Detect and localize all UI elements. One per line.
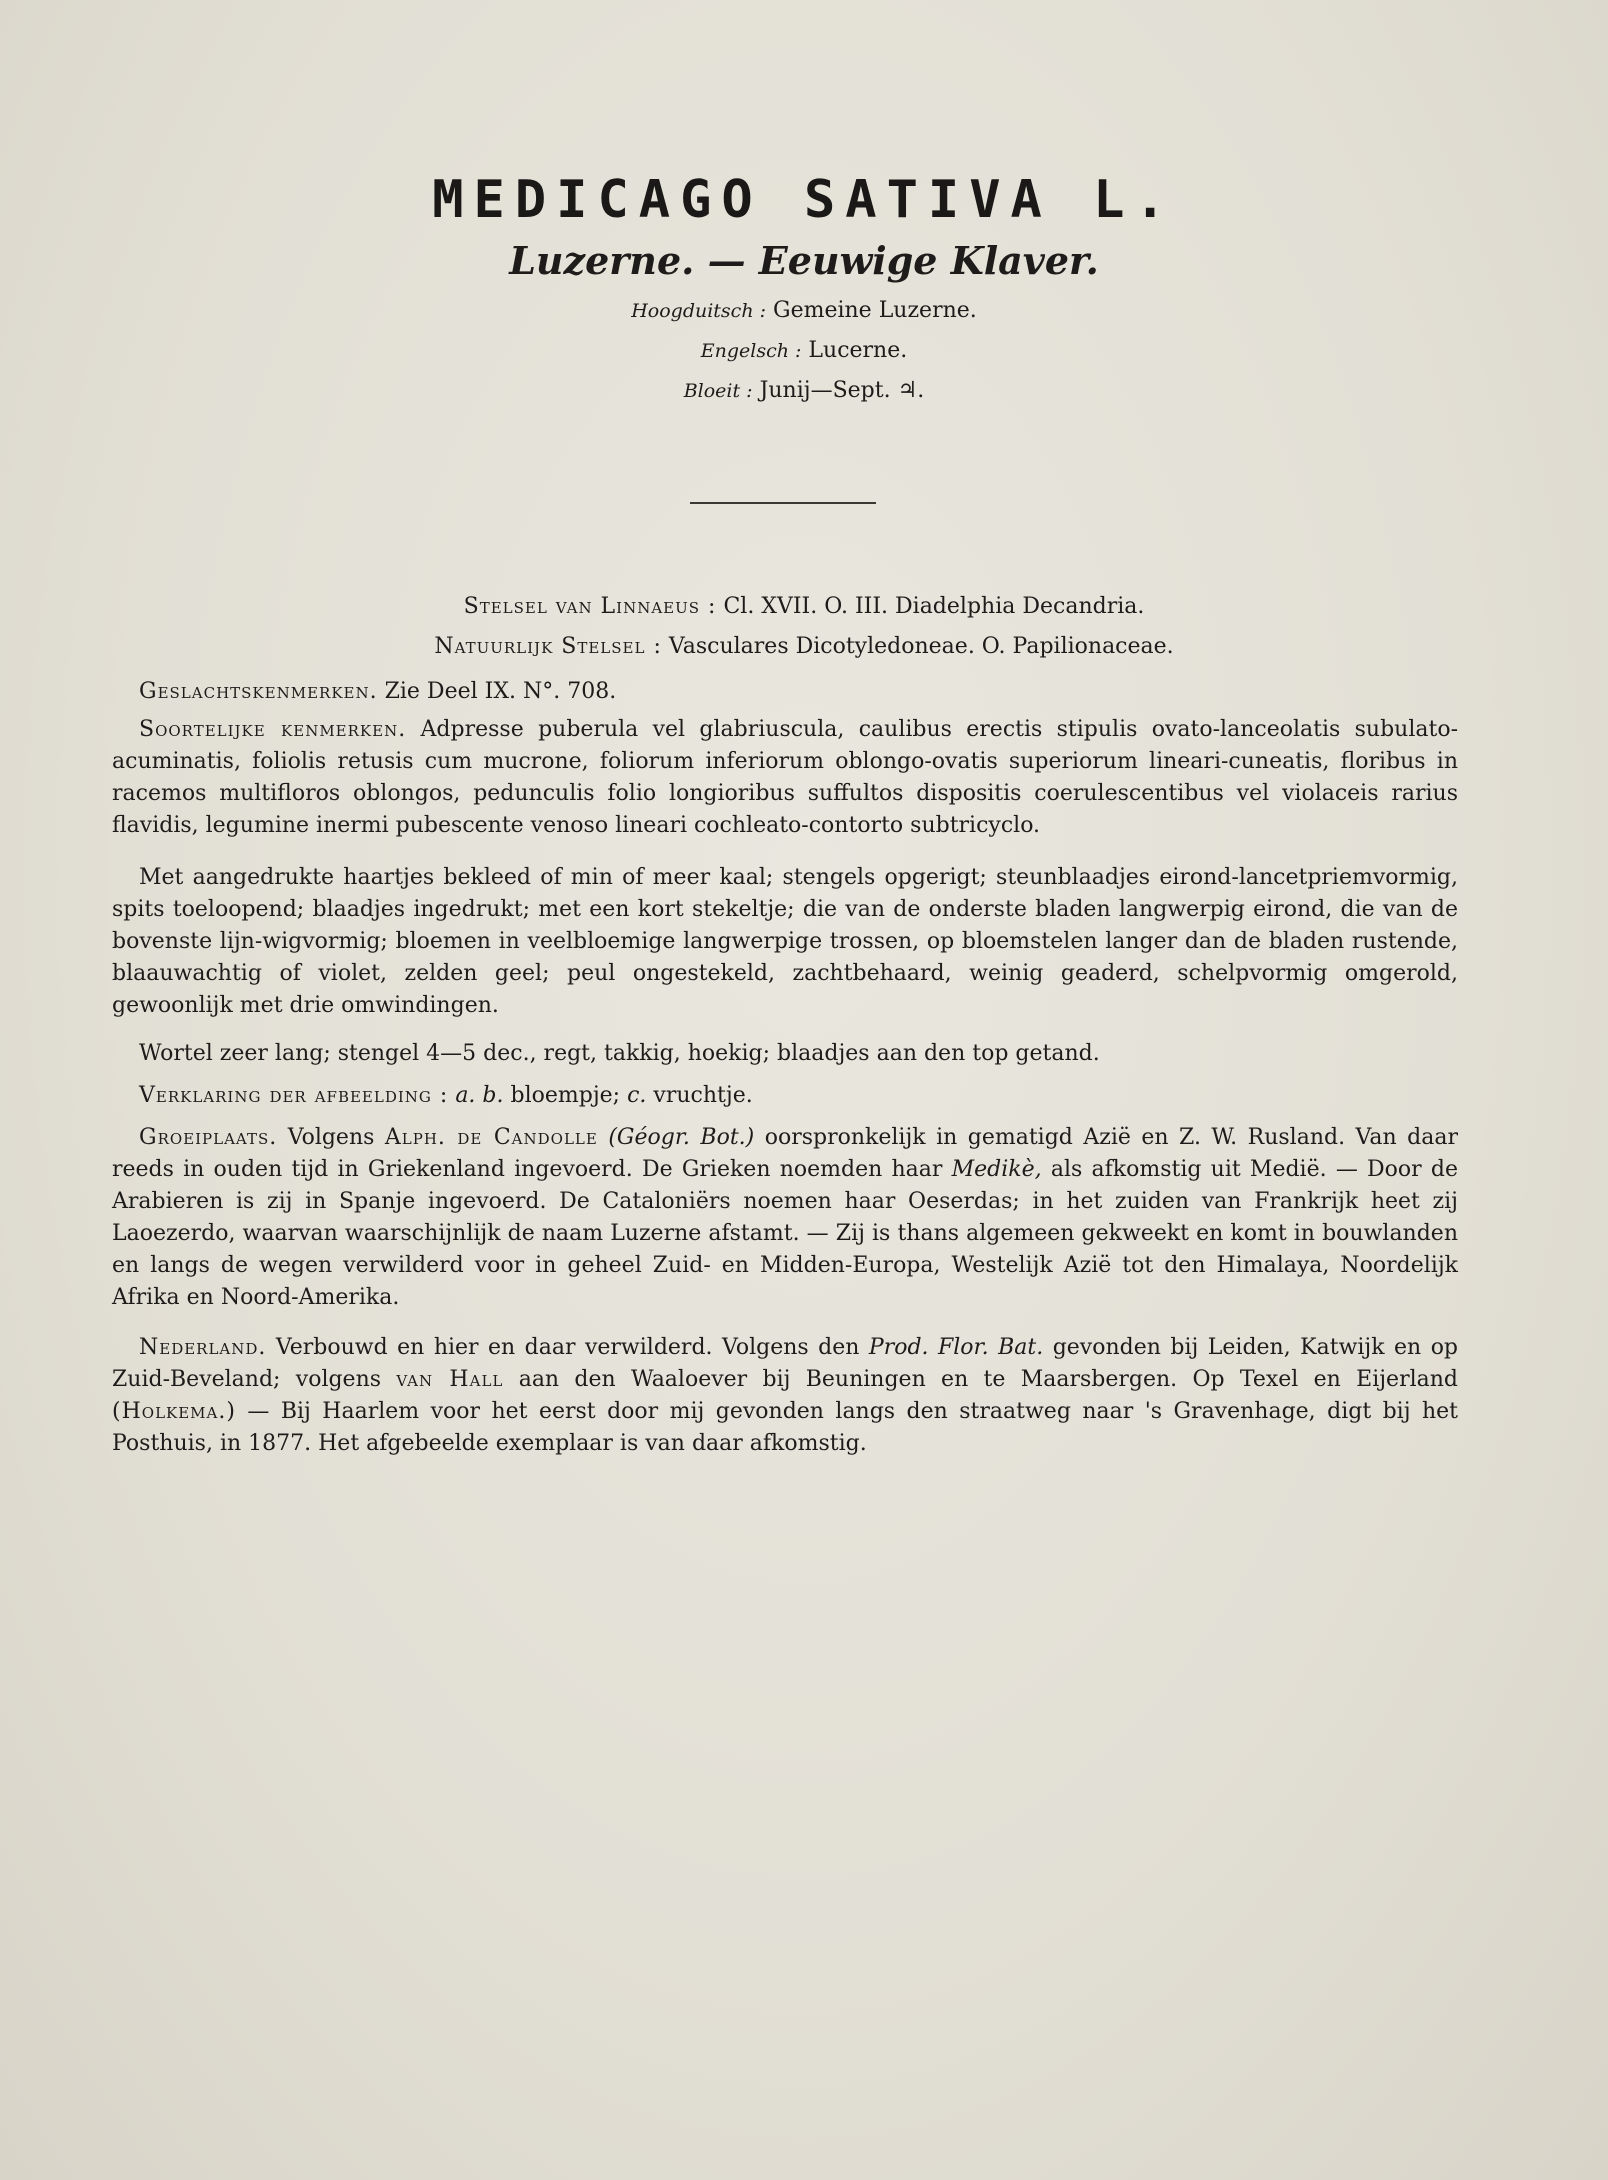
figure-c-text: vruchtje. [653, 1083, 753, 1108]
netherlands-label: Nederland. [139, 1335, 267, 1360]
species-title: MEDICAGO SATIVA L. [432, 170, 1176, 230]
german-value: Gemeine Luzerne. [773, 298, 977, 323]
genus-text: Zie Deel IX. N°. 708. [384, 679, 617, 704]
netherlands-paragraph [112, 1332, 1458, 1460]
root-text: Wortel zeer lang; stengel 4—5 dec., regt, takkig, hoekig; blaadjes aan den top getand. [139, 1041, 1100, 1066]
species-label: Soortelijke kenmerken. [139, 717, 407, 742]
figure-explanation-paragraph [112, 1080, 1458, 1112]
netherlands-reference: Prod. Flor. Bat. [868, 1335, 1044, 1360]
species-dutch-paragraph [112, 862, 1458, 1022]
figure-a-text: bloempje; [510, 1083, 621, 1108]
german-name-line [0, 298, 1608, 323]
german-label: Hoogduitsch : [631, 300, 766, 322]
genus-paragraph [112, 676, 1458, 708]
figure-label: Verklaring der afbeelding : [139, 1083, 449, 1108]
bloom-label: Bloeit : [683, 380, 753, 402]
netherlands-vanhall: van Hall [396, 1367, 504, 1392]
habitat-author: Alph. de Candolle [384, 1125, 598, 1150]
habitat-paragraph [112, 1122, 1458, 1314]
bloom-line [0, 378, 1608, 403]
natural-system-line [0, 634, 1608, 659]
netherlands-text-2: gevonden bij Leiden, Katwijk en op Zuid-Beveland; volgens [112, 1335, 1459, 1392]
english-name-line [0, 338, 1608, 363]
root-paragraph [112, 1038, 1458, 1070]
divider-rule [690, 502, 876, 504]
english-value: Lucerne. [808, 338, 908, 363]
netherlands-holkema: (Holkema.) [112, 1399, 236, 1424]
habitat-text-2: oorspronkelijk in gematigd Azië en Z. W. Rusland. Van daar reeds in ouden tijd in Griekenland ingevoerd. De Grieken noemden haar [112, 1125, 1459, 1182]
linnaeus-label: Stelsel van Linnaeus : [463, 594, 717, 619]
species-latin-paragraph [112, 714, 1458, 842]
natural-value: Vasculares Dicotyledoneae. O. Papilionaceae. [668, 634, 1174, 659]
habitat-medike: Medikè, [951, 1157, 1042, 1182]
netherlands-text-1: Verbouwd en hier en daar verwilderd. Volgens den [275, 1335, 860, 1360]
natural-label: Natuurlijk Stelsel : [434, 634, 662, 659]
linnaeus-system-line [0, 594, 1608, 619]
linnaeus-value: Cl. XVII. O. III. Diadelphia Decandria. [723, 594, 1145, 619]
common-names-subtitle: Luzerne. — Eeuwige Klaver. [509, 238, 1099, 283]
netherlands-text-3: aan den Waaloever bij Beuningen en te Maarsbergen. Op Texel en Eijerland [518, 1367, 1458, 1392]
english-label: Engelsch : [700, 340, 802, 362]
habitat-text-1: Volgens [287, 1125, 375, 1150]
netherlands-text-4: — Bij Haarlem voor het eerst door mij gevonden langs den straatweg naar 's Gravenhage, digt bij het Posthuis, in 1877. Het afgebeelde exemplaar is van daar afkomstig. [112, 1399, 1459, 1456]
habitat-label: Groeiplaats. [139, 1125, 278, 1150]
genus-label: Geslachtskenmerken. [139, 679, 378, 704]
habitat-reference: (Géogr. Bot.) [608, 1125, 755, 1150]
species-dutch-text: Met aangedrukte haartjes bekleed of min of meer kaal; stengels opgerigt; steunblaadjes eirond-lancetpriemvormig, spits toeloopend; blaadjes ingedrukt; met een kort stekeltje; die van de onderste bladen langwerpig eirond, die van de bovenste lijn-wigvormig; bloemen in veelbloemige langwerpige trossen, op bloemstelen langer dan de bladen rustende, blaauwachtig of violet, zelden geel; peul ongestekeld, zachtbehaard, weinig geaderd, schelpvormig omgerold, gewoonlijk met drie omwindingen. [112, 865, 1458, 1018]
figure-a: a. b. [455, 1083, 504, 1108]
figure-c: c. [627, 1083, 647, 1108]
bloom-value: Junij—Sept. ♃. [759, 378, 925, 403]
habitat-text-3: als afkomstig uit Medië. — Door de Arabieren is zij in Spanje ingevoerd. De Cataloniërs noemen haar Oeserdas; in het zuiden van Frankrijk heet zij Laoezerdo, waarvan waarschijnlijk de naam Luzerne afstamt. — Zij is thans algemeen gekweekt en komt in bouwlanden en langs de wegen verwilderd voor in geheel Zuid- en Midden-Europa, Westelijk Azië tot den Himalaya, Noordelijk Afrika en Noord-Amerika. [112, 1157, 1458, 1310]
species-latin-text: Adpresse puberula vel glabriuscula, caulibus erectis stipulis ovato-lanceolatis subulato-acuminatis, foliolis retusis cum mucrone, foliorum inferiorum oblongo-ovatis superiorum lineari-cuneatis, floribus in racemos multifloros oblongos, pedunculis folio longioribus suffultos dispositis coerulescentibus vel violaceis rarius flavidis, legumine inermi pubescente venoso lineari cochleato-contorto subtricyclo. [112, 717, 1459, 838]
